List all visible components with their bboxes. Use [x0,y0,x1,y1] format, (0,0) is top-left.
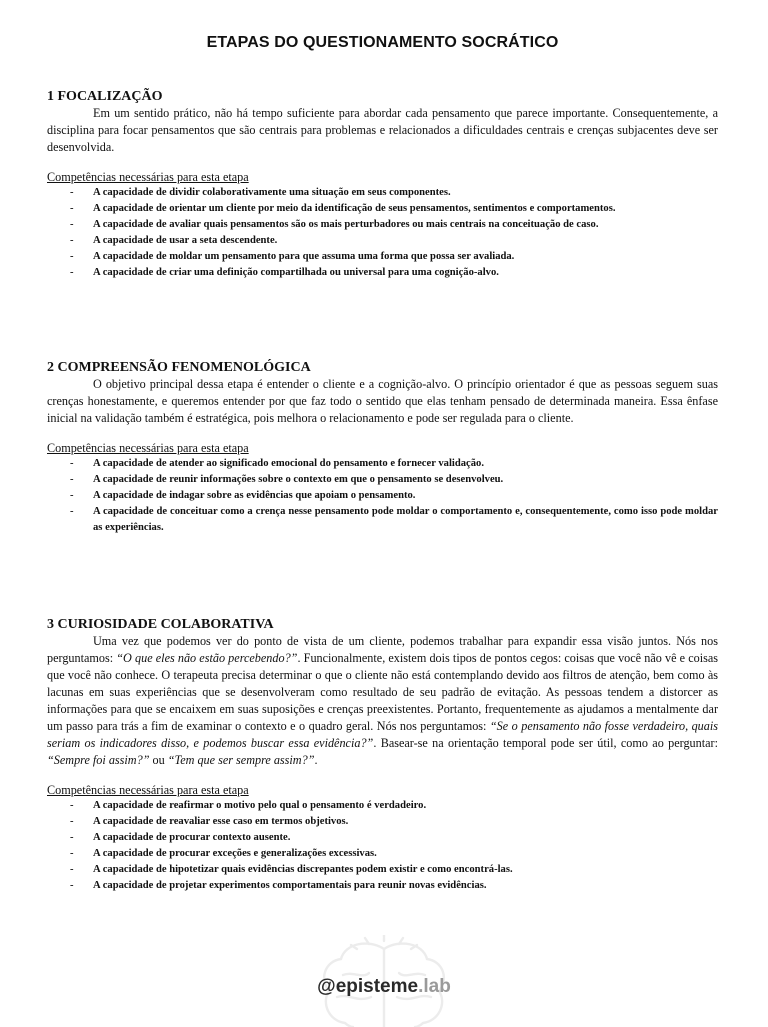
section-heading: 3 CURIOSIDADE COLABORATIVA [47,617,274,632]
section-focalizacao [47,88,718,281]
section-heading: 2 COMPREENSÃO FENOMENOLÓGICA [47,360,311,375]
brand-logo [0,976,768,998]
list-item: - A capacidade de reafirmar o motivo pelo qual o pensamento é verdadeiro. [70,800,427,811]
section-curiosidade-colaborativa [47,616,718,894]
list-item: - A capacidade de procurar contexto ausente. [70,832,291,843]
list-item: - A capacidade de indagar sobre as evidências que apoiam o pensamento. [70,490,416,501]
list-item: - A capacidade de orientar um cliente por meio da identificação de seus pensamentos, sentimentos e comportamentos. [70,203,616,214]
list-item: - A capacidade de reavaliar esse caso em termos objetivos. [70,816,349,827]
list-item: - A capacidade de conceituar como a crença nesse pensamento pode moldar o comportamento e, consequentemente, como isso pode moldar as experiências. [70,506,718,533]
competencias-list [47,798,718,894]
section-body: Em um sentido prático, não há tempo suficiente para abordar cada pensamento que parece importante. Consequentemente, a disciplina para focar pensamentos que são centrais para problemas e relacionados a dificuldades centrais e crenças subjacentes deve ser desenvolvida. [47,106,718,154]
competencias-label: Competências necessárias para esta etapa [47,170,249,184]
list-item: - A capacidade de reunir informações sobre o contexto em que o pensamento se desenvolveu. [70,474,504,485]
list-item: - A capacidade de avaliar quais pensamentos são os mais perturbadores ou mais centrais na conceituação de caso. [70,219,599,230]
list-item: - A capacidade de criar uma definição compartilhada ou universal para uma cognição-alvo. [70,267,499,278]
list-item: - A capacidade de dividir colaborativamente uma situação em seus componentes. [70,187,451,198]
section-body: Uma vez que podemos ver do ponto de vista de um cliente, podemos trabalhar para expandir essa visão juntos. Nós nos perguntamos: “O que eles não estão percebendo?”. Funcionalmente, existem dois tipos de pontos cegos: coisas que você não vê e coisas que você não conhece. O terapeuta precisa determinar o que o cliente não está contemplando devido aos filtros de atenção, bem como às lacunas em suas experiências que se desenvolveram como resultado de seu padrão de evitação. As pessoas tendem a distorcer as informações para que se encaixem em suas suposições e crenças preexistentes. Portanto, frequentemente as ajudamos a mentalmente dar um passo para trás a fim de examinar o contexto e o quadro geral. Nós nos perguntamos: “Se o pensamento não fosse verdadeiro, quais seriam os indicadores disso, e podemos buscar essa evidência?”. Basear-se na orientação temporal pode ser útil, como ao perguntar: “Sempre foi assim?” ou “Tem que ser sempre assim?”. [47,634,719,767]
list-item: - A capacidade de atender ao significado emocional do pensamento e fornecer validação. [70,458,484,469]
brand-name: @episteme [317,976,419,997]
competencias-label: Competências necessárias para esta etapa [47,783,249,797]
brand-suffix: .lab [418,976,451,997]
list-item: - A capacidade de hipotetizar quais evidências discrepantes podem existir e como encontrá-las. [70,864,513,875]
section-compreensao-fenomenologica [47,359,718,536]
competencias-list [47,185,718,281]
competencias-list [47,456,718,536]
list-item: - A capacidade de moldar um pensamento para que assuma uma forma que possa ser avaliada. [70,251,515,262]
list-item: - A capacidade de projetar experimentos comportamentais para reunir novas evidências. [70,880,487,891]
list-item: - A capacidade de procurar exceções e generalizações excessivas. [70,848,377,859]
section-heading: 1 FOCALIZAÇÃO [47,89,163,104]
document-title: ETAPAS DO QUESTIONAMENTO SOCRÁTICO [206,34,559,51]
section-body: O objetivo principal dessa etapa é entender o cliente e a cognição-alvo. O princípio orientador é que as pessoas seguem suas crenças honestamente, e queremos entender por que faz todo o sentido que elas tenham pensado de determinada maneira. Essa ênfase inicial na validação também é estratégica, pois melhora o relacionamento e pode ser regulada para o cliente. [47,377,718,425]
competencias-label: Competências necessárias para esta etapa [47,441,249,455]
list-item: - A capacidade de usar a seta descendente. [70,235,278,246]
